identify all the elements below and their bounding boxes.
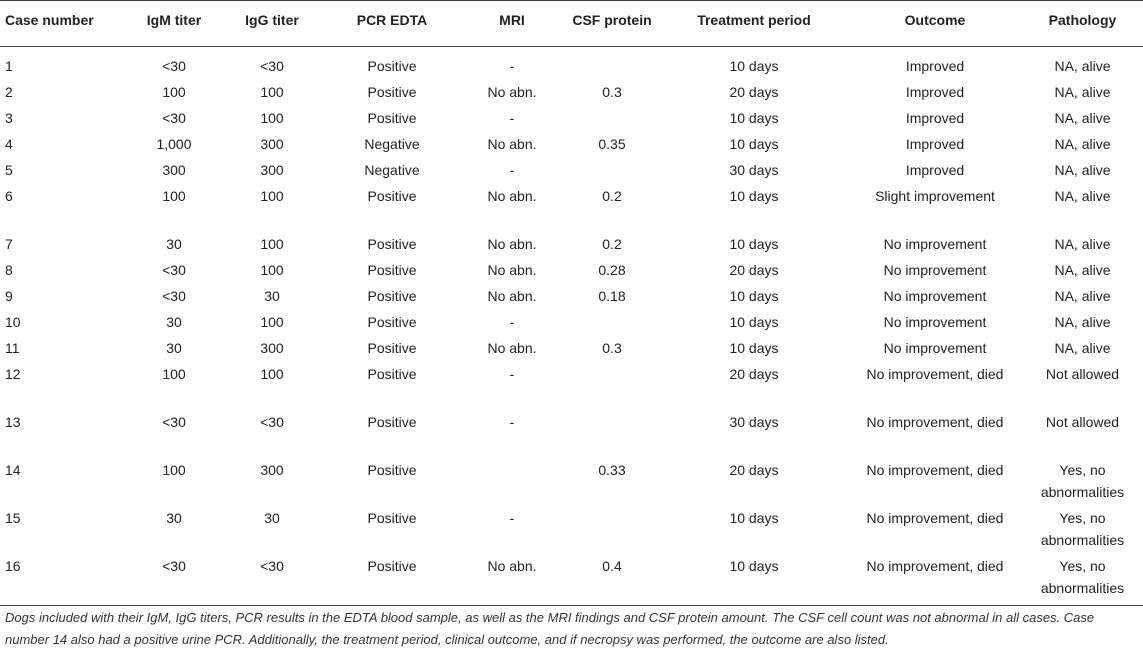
- cell-pathology: NA, alive: [1054, 58, 1111, 74]
- cell-case-number: 16: [5, 558, 21, 574]
- cell-pcr-edta: Negative: [364, 162, 420, 178]
- header-outcome: Outcome: [848, 1, 1022, 47]
- table-row: [0, 105, 1143, 131]
- header-mri: MRI: [460, 1, 564, 47]
- cell-pathology: NA, alive: [1054, 262, 1111, 278]
- cell-igm-titer: <30: [162, 558, 186, 574]
- cell-case-number: 3: [5, 110, 13, 126]
- cell-outcome: Improved: [905, 84, 965, 100]
- cell-outcome: No improvement: [883, 314, 987, 330]
- table-header-row: [0, 1, 1143, 47]
- cell-treatment-period: 20 days: [729, 262, 779, 278]
- cell-pcr-edta: Positive: [367, 188, 417, 204]
- table-row: [0, 335, 1143, 361]
- table-row: [0, 79, 1143, 105]
- cell-treatment-period: 10 days: [729, 558, 779, 574]
- cell-igg-titer: 100: [260, 314, 284, 330]
- cell-pathology: NA, alive: [1054, 110, 1111, 126]
- cell-mri: -: [509, 58, 515, 74]
- cell-igm-titer: <30: [162, 110, 186, 126]
- cell-pcr-edta: Positive: [367, 262, 417, 278]
- table-row: [0, 309, 1143, 335]
- cell-case-number: 6: [5, 188, 13, 204]
- cell-case-number: 14: [5, 462, 21, 478]
- cell-case-number: 13: [5, 414, 21, 430]
- cell-mri: No abn.: [487, 558, 537, 574]
- cell-igg-titer: 30: [264, 288, 280, 304]
- cell-case-number: 8: [5, 262, 13, 278]
- cell-igm-titer: <30: [162, 262, 186, 278]
- cell-case-number: 5: [5, 162, 13, 178]
- cell-csf-protein: 0.4: [602, 558, 622, 574]
- cell-pcr-edta: Positive: [367, 314, 417, 330]
- cell-igm-titer: <30: [162, 288, 186, 304]
- cell-igg-titer: <30: [260, 58, 284, 74]
- cell-igg-titer: 300: [260, 162, 284, 178]
- table-row: [0, 361, 1143, 409]
- cell-igg-titer: 300: [260, 340, 284, 356]
- cell-igg-titer: <30: [260, 414, 284, 430]
- cell-treatment-period: 10 days: [729, 288, 779, 304]
- header-treatment-period: Treatment period: [660, 1, 848, 47]
- cell-pathology: NA, alive: [1054, 314, 1111, 330]
- table-row: [0, 183, 1143, 231]
- cell-csf-protein: [564, 105, 660, 131]
- cell-outcome: No improvement, died: [866, 462, 1004, 478]
- table-row: [0, 47, 1143, 80]
- cell-igg-titer: 100: [260, 84, 284, 100]
- header-pcr-edta: PCR EDTA: [324, 1, 460, 47]
- header-case-number: Case number: [0, 1, 128, 47]
- cell-igm-titer: 1,000: [156, 136, 192, 152]
- cell-pcr-edta: Positive: [367, 110, 417, 126]
- cell-igm-titer: 100: [162, 188, 186, 204]
- header-csf-protein: CSF protein: [564, 1, 660, 47]
- cell-csf-protein: 0.2: [602, 188, 622, 204]
- table-body: [0, 47, 1143, 606]
- table-row: [0, 157, 1143, 183]
- cell-pathology: Yes, no abnormalities: [1040, 462, 1125, 500]
- cell-outcome: No improvement, died: [866, 558, 1004, 574]
- header-igm-titer: IgM titer: [128, 1, 220, 47]
- cell-igg-titer: 100: [260, 262, 284, 278]
- cell-pathology: NA, alive: [1054, 162, 1111, 178]
- cell-pcr-edta: Positive: [367, 366, 417, 382]
- cell-pcr-edta: Positive: [367, 510, 417, 526]
- cell-igm-titer: 300: [162, 162, 186, 178]
- table-row: [0, 231, 1143, 257]
- cell-mri: -: [509, 366, 515, 382]
- cell-case-number: 15: [5, 510, 21, 526]
- header-igg-titer: IgG titer: [220, 1, 324, 47]
- cell-pcr-edta: Positive: [367, 58, 417, 74]
- cell-igm-titer: 100: [162, 84, 186, 100]
- cell-outcome: Improved: [905, 58, 965, 74]
- cell-treatment-period: 10 days: [729, 136, 779, 152]
- cell-igm-titer: 30: [166, 314, 182, 330]
- cell-pcr-edta: Positive: [367, 84, 417, 100]
- cell-outcome: No improvement: [883, 288, 987, 304]
- cell-csf-protein: 0.3: [602, 340, 622, 356]
- cell-outcome: Improved: [905, 162, 965, 178]
- cell-pathology: Yes, no abnormalities: [1040, 510, 1125, 548]
- cell-mri: -: [509, 314, 515, 330]
- cell-igm-titer: <30: [162, 58, 186, 74]
- cell-igg-titer: 100: [260, 110, 284, 126]
- cell-treatment-period: 20 days: [729, 84, 779, 100]
- cell-mri: -: [509, 110, 515, 126]
- table-row: [0, 131, 1143, 157]
- cell-mri: No abn.: [487, 236, 537, 252]
- cell-outcome: No improvement: [883, 262, 987, 278]
- cell-pcr-edta: Positive: [367, 414, 417, 430]
- cell-outcome: Improved: [905, 110, 965, 126]
- cell-pathology: NA, alive: [1054, 84, 1111, 100]
- cell-treatment-period: 10 days: [729, 236, 779, 252]
- cell-mri: No abn.: [487, 84, 537, 100]
- cell-treatment-period: 30 days: [729, 162, 779, 178]
- cell-treatment-period: 10 days: [729, 314, 779, 330]
- cell-csf-protein: 0.33: [598, 462, 626, 478]
- cell-treatment-period: 10 days: [729, 110, 779, 126]
- cell-treatment-period: 20 days: [729, 462, 779, 478]
- cell-csf-protein: 0.28: [598, 262, 626, 278]
- cell-mri: -: [509, 162, 515, 178]
- cell-igm-titer: 30: [166, 236, 182, 252]
- cell-mri: No abn.: [487, 262, 537, 278]
- header-pathology: Pathology: [1022, 1, 1143, 47]
- cell-pathology: NA, alive: [1054, 188, 1111, 204]
- cell-pathology: Not allowed: [1045, 414, 1120, 430]
- cell-treatment-period: 30 days: [729, 414, 779, 430]
- cell-csf-protein: [564, 47, 660, 80]
- cell-case-number: 1: [5, 58, 13, 74]
- cell-igm-titer: 30: [166, 340, 182, 356]
- cell-case-number: 7: [5, 236, 13, 252]
- table-row: [0, 409, 1143, 457]
- cell-treatment-period: 10 days: [729, 188, 779, 204]
- cell-outcome: No improvement: [883, 340, 987, 356]
- cell-igg-titer: <30: [260, 558, 284, 574]
- cell-igm-titer: 100: [162, 366, 186, 382]
- cell-csf-protein: [564, 361, 660, 409]
- table-caption: Dogs included with their IgM, IgG titers, PCR results in the EDTA blood sample, as well as the MRI findings and CSF protein amount. The CSF cell count was not abnormal in all cases. Case number 14 also had a positive urine PCR. Additionally, the treatment period, clinical outcome, and if necropsy was performed, the outcome are also listed.: [5, 610, 1095, 647]
- cell-csf-protein: 0.2: [602, 236, 622, 252]
- table-row: [0, 257, 1143, 283]
- cell-igg-titer: 100: [260, 366, 284, 382]
- cell-pathology: NA, alive: [1054, 236, 1111, 252]
- cell-outcome: No improvement: [883, 236, 987, 252]
- table-row: [0, 457, 1143, 505]
- cell-igg-titer: 100: [260, 236, 284, 252]
- cell-case-number: 12: [5, 366, 21, 382]
- cell-outcome: No improvement, died: [866, 510, 1004, 526]
- cell-pcr-edta: Positive: [367, 340, 417, 356]
- cell-treatment-period: 10 days: [729, 58, 779, 74]
- cell-igg-titer: 30: [264, 510, 280, 526]
- cell-treatment-period: 20 days: [729, 366, 779, 382]
- cell-case-number: 9: [5, 288, 13, 304]
- cell-mri: No abn.: [487, 136, 537, 152]
- cell-csf-protein: 0.35: [598, 136, 626, 152]
- cell-pathology: Yes, no abnormalities: [1040, 558, 1125, 596]
- cell-csf-protein: 0.3: [602, 84, 622, 100]
- cell-pathology: NA, alive: [1054, 288, 1111, 304]
- cell-csf-protein: [564, 309, 660, 335]
- cell-csf-protein: 0.18: [598, 288, 626, 304]
- cell-case-number: 11: [5, 340, 20, 356]
- table-row: [0, 505, 1143, 553]
- cell-igg-titer: 300: [260, 462, 284, 478]
- table-row: [0, 283, 1143, 309]
- cell-igm-titer: 30: [166, 510, 182, 526]
- cell-outcome: No improvement, died: [866, 414, 1004, 430]
- cell-csf-protein: [564, 505, 660, 553]
- cell-pcr-edta: Positive: [367, 462, 417, 478]
- cell-csf-protein: [564, 409, 660, 457]
- cell-mri: [460, 457, 564, 505]
- cell-mri: -: [509, 414, 515, 430]
- cell-igm-titer: <30: [162, 414, 186, 430]
- cell-csf-protein: [564, 157, 660, 183]
- cell-pcr-edta: Positive: [367, 236, 417, 252]
- cell-pathology: NA, alive: [1054, 340, 1111, 356]
- cell-mri: No abn.: [487, 188, 537, 204]
- cell-mri: -: [509, 510, 515, 526]
- cell-treatment-period: 10 days: [729, 340, 779, 356]
- cell-outcome: Slight improvement: [875, 188, 995, 204]
- cell-pathology: NA, alive: [1054, 136, 1111, 152]
- cell-igg-titer: 300: [260, 136, 284, 152]
- cell-case-number: 4: [5, 136, 13, 152]
- cell-pcr-edta: Negative: [364, 136, 420, 152]
- cell-pcr-edta: Positive: [367, 558, 417, 574]
- cell-outcome: Improved: [905, 136, 965, 152]
- cell-case-number: 10: [5, 314, 21, 330]
- cell-outcome: No improvement, died: [866, 366, 1004, 382]
- cell-treatment-period: 10 days: [729, 510, 779, 526]
- cell-pcr-edta: Positive: [367, 288, 417, 304]
- cell-pathology: Not allowed: [1045, 366, 1120, 382]
- table-row: [0, 553, 1143, 606]
- cell-mri: No abn.: [487, 288, 537, 304]
- cell-case-number: 2: [5, 84, 13, 100]
- cell-mri: No abn.: [487, 340, 537, 356]
- cell-igg-titer: 100: [260, 188, 284, 204]
- cell-igm-titer: 100: [162, 462, 186, 478]
